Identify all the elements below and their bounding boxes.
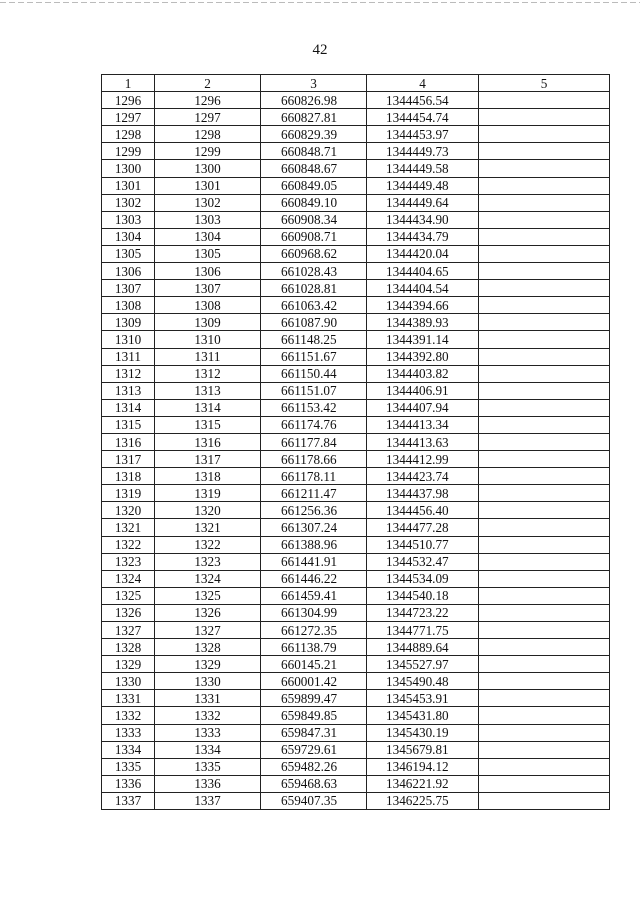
table-cell: 1345430.19 [367,724,479,741]
table-cell: 1329 [155,656,261,673]
table-row [102,604,610,621]
table-cell: 661151.67 [261,348,367,365]
table-cell: 1344413.34 [367,416,479,433]
table-cell: 1318 [155,468,261,485]
table-cell: 1323 [102,553,155,570]
table-row [102,622,610,639]
table-cell: 660827.81 [261,109,367,126]
table-cell: 1305 [102,245,155,262]
table-cell: 661148.25 [261,331,367,348]
table-cell: 661178.11 [261,468,367,485]
table-cell [479,263,610,280]
table-cell [479,348,610,365]
table-cell [479,297,610,314]
table-cell: 1315 [102,416,155,433]
table-cell: 1325 [155,587,261,604]
table-cell [479,314,610,331]
table-cell: 1300 [155,160,261,177]
table-cell: 1344454.74 [367,109,479,126]
table-cell: 661138.79 [261,639,367,656]
table-cell: 1328 [102,639,155,656]
table-cell: 1301 [102,177,155,194]
table-cell: 660826.98 [261,92,367,109]
table-cell: 661388.96 [261,536,367,553]
table-cell: 1299 [155,143,261,160]
table-row [102,228,610,245]
table-cell [479,792,610,809]
table-cell [479,468,610,485]
table-cell: 1331 [155,690,261,707]
table-cell: 1344449.48 [367,177,479,194]
table-cell: 661307.24 [261,519,367,536]
table-cell: 1315 [155,416,261,433]
table-cell: 1327 [102,622,155,639]
table-cell [479,485,610,502]
table-cell: 1344407.94 [367,399,479,416]
table-row [102,382,610,399]
table-row [102,775,610,792]
table-cell: 1311 [155,348,261,365]
table-cell [479,690,610,707]
table-cell: 1317 [155,451,261,468]
table-row [102,553,610,570]
table-cell: 659849.85 [261,707,367,724]
table-cell: 1334 [102,741,155,758]
table-cell: 1330 [155,673,261,690]
table-row [102,109,610,126]
table-cell: 1325 [102,587,155,604]
table-cell: 1346221.92 [367,775,479,792]
table-cell: 1316 [102,433,155,450]
table-cell: 1337 [155,792,261,809]
table-cell: 660908.71 [261,228,367,245]
table-cell: 1344532.47 [367,553,479,570]
table-cell: 660829.39 [261,126,367,143]
table-cell [479,570,610,587]
table-cell: 1334 [155,741,261,758]
table-cell: 1346225.75 [367,792,479,809]
table-body [102,92,610,810]
table-row [102,673,610,690]
table-cell: 1314 [102,399,155,416]
column-header: 4 [367,75,479,92]
table-row [102,194,610,211]
table-row [102,263,610,280]
table-cell: 1306 [102,263,155,280]
table-cell: 1328 [155,639,261,656]
table-cell: 1313 [155,382,261,399]
table-cell: 1344423.74 [367,468,479,485]
table-row [102,245,610,262]
table-cell [479,775,610,792]
table-row [102,690,610,707]
table-cell: 1344456.54 [367,92,479,109]
table-row [102,639,610,656]
table-cell: 1330 [102,673,155,690]
table-row [102,177,610,194]
table-row [102,280,610,297]
table-cell: 1344434.79 [367,228,479,245]
table-cell: 1346194.12 [367,758,479,775]
table-cell: 1317 [102,451,155,468]
table-cell: 1344391.14 [367,331,479,348]
table-cell [479,382,610,399]
table-row [102,536,610,553]
table-cell: 1344449.64 [367,194,479,211]
table-row [102,502,610,519]
table-cell: 661153.42 [261,399,367,416]
table-cell: 1318 [102,468,155,485]
table-cell: 1298 [102,126,155,143]
table-cell: 1324 [102,570,155,587]
table-row [102,758,610,775]
table-cell: 1302 [102,194,155,211]
table-cell: 1297 [102,109,155,126]
table-cell: 1296 [102,92,155,109]
table-cell: 1308 [102,297,155,314]
table-cell: 1326 [102,604,155,621]
table-cell: 1333 [102,724,155,741]
table-cell [479,280,610,297]
coordinates-table [101,74,610,810]
table-cell [479,502,610,519]
table-row [102,160,610,177]
table-cell: 660001.42 [261,673,367,690]
table-cell [479,228,610,245]
table-cell: 1344412.99 [367,451,479,468]
table-row [102,468,610,485]
table-cell: 1313 [102,382,155,399]
table-row [102,485,610,502]
table-cell [479,92,610,109]
table-cell [479,673,610,690]
table-cell: 659847.31 [261,724,367,741]
table-cell: 1336 [155,775,261,792]
table-cell: 660968.62 [261,245,367,262]
table-cell [479,433,610,450]
table-cell: 1322 [155,536,261,553]
table-cell: 1316 [155,433,261,450]
table-cell [479,724,610,741]
table-cell: 1344394.66 [367,297,479,314]
table-cell: 1344403.82 [367,365,479,382]
table-cell [479,536,610,553]
table-cell: 1323 [155,553,261,570]
table-cell: 1344434.90 [367,211,479,228]
table-cell: 1329 [102,656,155,673]
table-row [102,365,610,382]
table-cell: 1335 [102,758,155,775]
table-cell: 661177.84 [261,433,367,450]
table-cell [479,639,610,656]
table-cell: 1307 [155,280,261,297]
table-cell: 1300 [102,160,155,177]
table-cell [479,126,610,143]
table-cell: 1296 [155,92,261,109]
table-cell [479,758,610,775]
table-cell [479,519,610,536]
table-cell: 1344449.58 [367,160,479,177]
table-row [102,399,610,416]
table-cell: 1311 [102,348,155,365]
table-row [102,416,610,433]
table-cell: 1344449.73 [367,143,479,160]
table-cell: 661304.99 [261,604,367,621]
table-cell [479,211,610,228]
table-cell: 1344510.77 [367,536,479,553]
table-cell: 1344456.40 [367,502,479,519]
table-cell: 1299 [102,143,155,160]
table-cell: 1312 [155,365,261,382]
table-cell [479,160,610,177]
table-cell: 659899.47 [261,690,367,707]
table-cell: 659482.26 [261,758,367,775]
table-cell: 1307 [102,280,155,297]
table-row [102,433,610,450]
table-cell: 661174.76 [261,416,367,433]
table-cell: 660849.10 [261,194,367,211]
table-cell: 661459.41 [261,587,367,604]
table-cell: 1303 [155,211,261,228]
table-cell: 1345453.91 [367,690,479,707]
table-cell: 1327 [155,622,261,639]
table-cell [479,741,610,758]
table-cell: 660848.71 [261,143,367,160]
table-cell: 661028.43 [261,263,367,280]
table-cell: 661272.35 [261,622,367,639]
table-row [102,451,610,468]
table-row [102,348,610,365]
table-cell: 1336 [102,775,155,792]
table-cell: 661063.42 [261,297,367,314]
table-cell: 661087.90 [261,314,367,331]
column-header: 2 [155,75,261,92]
table-row [102,707,610,724]
table-cell: 1297 [155,109,261,126]
table-cell: 1301 [155,177,261,194]
table-cell: 1345527.97 [367,656,479,673]
table-cell: 1344406.91 [367,382,479,399]
table-row [102,143,610,160]
table-row [102,519,610,536]
table-row [102,211,610,228]
table-cell [479,399,610,416]
table-cell [479,553,610,570]
table-row [102,741,610,758]
table-cell: 1337 [102,792,155,809]
table-cell: 1344392.80 [367,348,479,365]
table-row [102,314,610,331]
table-cell: 660848.67 [261,160,367,177]
table-cell: 1345679.81 [367,741,479,758]
table-cell [479,245,610,262]
table-cell: 1321 [102,519,155,536]
table-row [102,587,610,604]
table-cell [479,109,610,126]
table-cell: 1298 [155,126,261,143]
table-cell: 661256.36 [261,502,367,519]
table-cell: 1304 [155,228,261,245]
table-cell: 661150.44 [261,365,367,382]
table-cell: 1333 [155,724,261,741]
table-cell [479,177,610,194]
table-cell: 1319 [155,485,261,502]
table-cell: 1344723.22 [367,604,479,621]
table-row [102,331,610,348]
table-cell: 661211.47 [261,485,367,502]
table-cell: 1344413.63 [367,433,479,450]
table-cell [479,604,610,621]
table-row [102,792,610,809]
table-cell: 1332 [155,707,261,724]
table-cell: 1344404.54 [367,280,479,297]
table-cell: 1309 [102,314,155,331]
table-cell: 1344453.97 [367,126,479,143]
table-cell: 1302 [155,194,261,211]
table-cell: 661151.07 [261,382,367,399]
table-cell: 1312 [102,365,155,382]
table-cell: 661028.81 [261,280,367,297]
table-row [102,92,610,109]
table-cell [479,451,610,468]
table-cell: 1345490.48 [367,673,479,690]
table-cell: 661178.66 [261,451,367,468]
column-header: 1 [102,75,155,92]
table-cell: 1344540.18 [367,587,479,604]
table-cell: 660849.05 [261,177,367,194]
table-cell: 1304 [102,228,155,245]
table-cell: 1326 [155,604,261,621]
table-cell: 1320 [155,502,261,519]
table-cell: 1344534.09 [367,570,479,587]
table-cell: 1335 [155,758,261,775]
table-cell: 1319 [102,485,155,502]
table-cell: 661441.91 [261,553,367,570]
table-cell: 1332 [102,707,155,724]
table-cell: 1344477.28 [367,519,479,536]
table-cell: 660145.21 [261,656,367,673]
table-cell [479,656,610,673]
table-cell: 1345431.80 [367,707,479,724]
table-cell [479,194,610,211]
table-cell: 659729.61 [261,741,367,758]
table-cell: 660908.34 [261,211,367,228]
table-cell: 659468.63 [261,775,367,792]
top-divider [0,2,640,3]
table-cell: 1344420.04 [367,245,479,262]
table-header-row [102,75,610,92]
table-cell: 1314 [155,399,261,416]
table-row [102,724,610,741]
table-cell: 1324 [155,570,261,587]
table-cell: 1306 [155,263,261,280]
table-cell [479,365,610,382]
table-cell: 1310 [155,331,261,348]
table-cell: 1321 [155,519,261,536]
table-cell: 1344437.98 [367,485,479,502]
table-cell: 1320 [102,502,155,519]
table-cell: 661446.22 [261,570,367,587]
column-header: 3 [261,75,367,92]
column-header: 5 [479,75,610,92]
table-cell [479,587,610,604]
table-cell: 1344404.65 [367,263,479,280]
table-cell: 659407.35 [261,792,367,809]
table-cell: 1309 [155,314,261,331]
table-cell: 1344889.64 [367,639,479,656]
table-row [102,297,610,314]
table-cell [479,331,610,348]
table-cell: 1331 [102,690,155,707]
table-row [102,656,610,673]
table-cell [479,622,610,639]
table-cell [479,416,610,433]
table-row [102,570,610,587]
table-cell: 1344771.75 [367,622,479,639]
table-cell: 1344389.93 [367,314,479,331]
table-cell: 1322 [102,536,155,553]
table-cell: 1303 [102,211,155,228]
table-cell [479,707,610,724]
table-cell: 1310 [102,331,155,348]
table-cell: 1308 [155,297,261,314]
table-cell [479,143,610,160]
page-number: 42 [312,42,328,58]
table-cell: 1305 [155,245,261,262]
table-row [102,126,610,143]
